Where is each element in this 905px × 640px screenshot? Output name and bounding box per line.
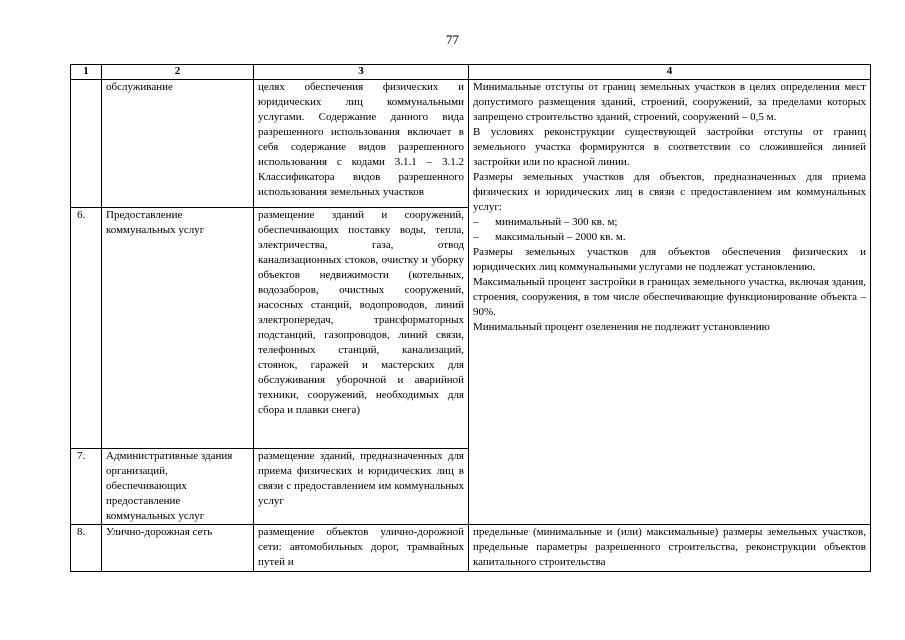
list-item-text: минимальный – 300 кв. м;: [495, 216, 618, 228]
row-number: 8.: [71, 525, 102, 572]
row-number: [71, 80, 102, 208]
use-name: обслуживание: [102, 80, 254, 208]
use-description: целях обеспечения физических и юридических лиц коммунальными услугами. Содержание данного вида разрешенного использования включает в себя содержание видов разрешенного использования с кодами 3.1.1 – 3.1.2 Классификатора видов разрешенного использования земельных участков: [254, 80, 469, 208]
parameters-cell: [469, 80, 871, 525]
params-paragraph: Минимальные отступы от границ земельных участков в целях определения мест допустимого размещения зданий, строений, сооружений, за пределами которых запрещено строительство зданий, строений, сооружений – 0,5 м.: [473, 81, 866, 123]
header-col-3: 3: [254, 65, 469, 80]
header-col-2: 2: [102, 65, 254, 80]
use-name: Предоставление коммунальных услуг: [102, 208, 254, 449]
use-name: Улично-дорожная сеть: [102, 525, 254, 572]
params-paragraph: В условиях реконструкции существующей застройки отступы от границ земельного участка формируются в соответствии со сложившейся линией застройки или по красной линии.: [473, 126, 866, 168]
table-header-row: [71, 65, 871, 80]
parameters-cell: предельные (минимальные и (или) максимальные) размеры земельных участков, предельные параметры разрешенного строительства, реконструкции объектов капитального строительства: [469, 525, 871, 572]
list-item-text: максимальный – 2000 кв. м.: [495, 231, 626, 243]
header-col-1: 1: [71, 65, 102, 80]
params-paragraph: Размеры земельных участков для объектов, предназначенных для приема физических и юридических лиц в связи с предоставлением им коммунальных услуг:: [473, 171, 866, 213]
page-number: 77: [446, 32, 459, 47]
params-paragraph: Минимальный процент озеленения не подлежит установлению: [473, 321, 770, 333]
header-col-4: 4: [469, 65, 871, 80]
land-use-table: [70, 64, 871, 572]
table-row: [71, 80, 871, 208]
list-item: [473, 215, 866, 230]
row-number: 7.: [71, 449, 102, 525]
params-paragraph: Размеры земельных участков для объектов обеспечения физических и юридических лиц коммунальными услугами не подлежат установлению.: [473, 246, 866, 273]
list-item: [473, 230, 866, 245]
params-paragraph: Максимальный процент застройки в границах земельного участка, включая здания, строения, сооружения, в том числе обеспечивающие функционирование объекта – 90%.: [473, 276, 866, 318]
list-dash: –: [473, 216, 479, 228]
table-row: [71, 525, 871, 572]
row-number: 6.: [71, 208, 102, 449]
use-description: размещение зданий и сооружений, обеспечивающих поставку воды, тепла, электричества, газа, отвод канализационных стоков, очистку и уборку объектов недвижимости (котельных, водозаборов, очистных сооружений, насосных станций, водопроводов, линий электропередач, трансформаторных подстанций, газопроводов, линий связи, телефонных станций, канализаций, стоянок, гаражей и мастерских для обслуживания уборочной и аварийной техники, сооружений, необходимых для сбора и плавки снега): [254, 208, 469, 449]
use-name: Административные здания организаций, обеспечивающих предоставление коммунальных услуг: [102, 449, 254, 525]
list-dash: –: [473, 231, 479, 243]
use-description: размещение объектов улично-дорожной сети: автомобильных дорог, трамвайных путей и: [254, 525, 469, 572]
use-description: размещение зданий, предназначенных для приема физических и юридических лиц в связи с предоставлением им коммунальных услуг: [254, 449, 469, 525]
